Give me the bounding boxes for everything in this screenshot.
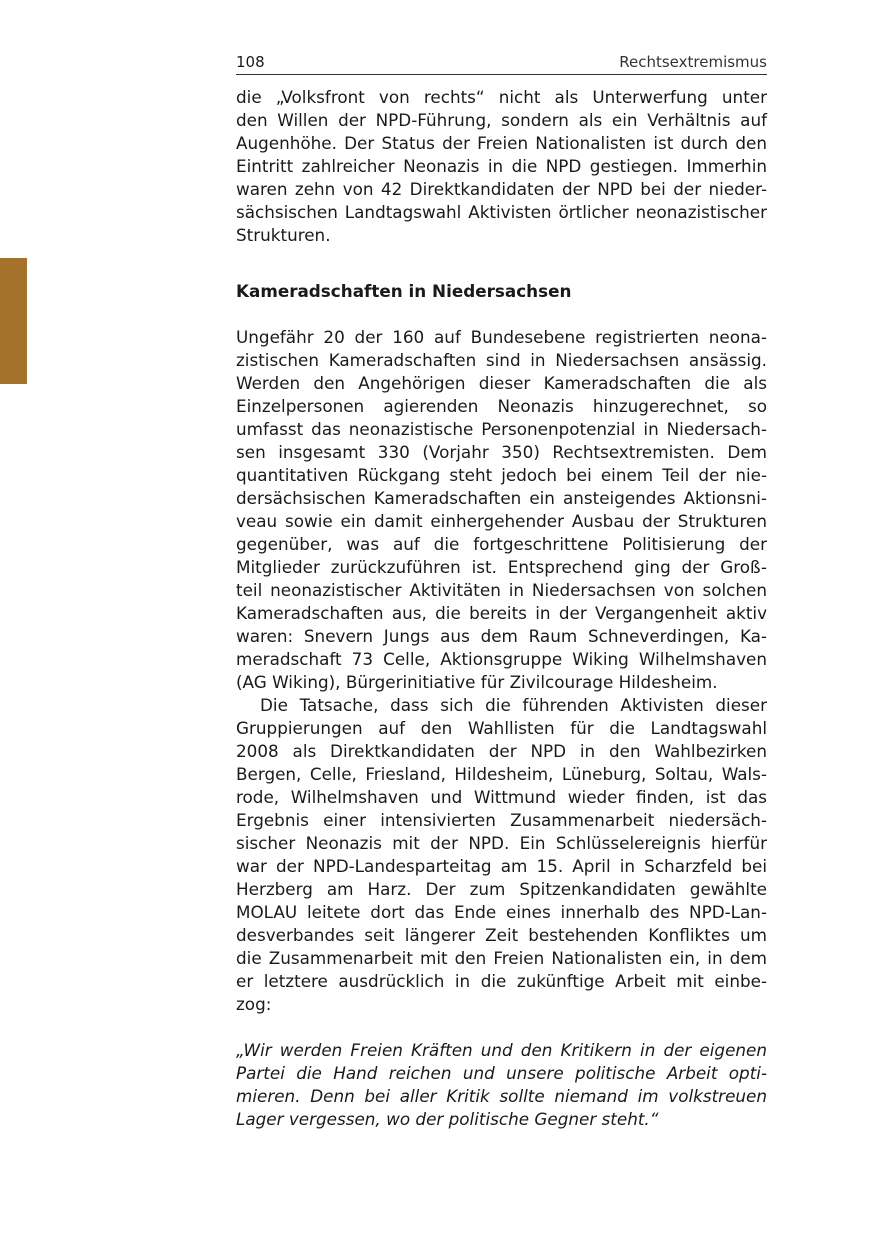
paragraph-3 bbox=[236, 694, 767, 1016]
text-line: rode, Wilhelmshaven und Wittmund wieder finden, ist das bbox=[236, 787, 767, 807]
text-line: Ergebnis einer intensivierten Zusammenarbeit niedersäch- bbox=[236, 810, 767, 830]
paragraph-1 bbox=[236, 86, 767, 247]
text-line: Gruppierungen auf den Wahllisten für die Landtagswahl bbox=[236, 718, 767, 738]
section-heading: Kameradschaften in Niedersachsen bbox=[236, 281, 572, 301]
text-line: Herzberg am Harz. Der zum Spitzenkandidaten gewählte bbox=[236, 879, 767, 899]
text-line: sen insgesamt 330 (Vorjahr 350) Rechtsextremisten. Dem bbox=[236, 442, 767, 462]
text-line: Werden den Angehörigen dieser Kameradschaften die als bbox=[236, 373, 767, 393]
text-line: teil neonazistischer Aktivitäten in Niedersachsen von solchen bbox=[236, 580, 767, 600]
page-body bbox=[236, 86, 767, 1131]
text-line: desverbandes seit längerer Zeit bestehenden Konfliktes um bbox=[236, 925, 767, 945]
text-line: den Willen der NPD-Führung, sondern als ein Verhältnis auf bbox=[236, 110, 767, 130]
text-line: 2008 als Direktkandidaten der NPD in den Wahlbezirken bbox=[236, 741, 767, 761]
running-title: Rechtsextremismus bbox=[619, 53, 767, 71]
text-line: waren: Snevern Jungs aus dem Raum Schneverdingen, Ka- bbox=[236, 626, 767, 646]
text-line: Einzelpersonen agierenden Neonazis hinzugerechnet, so bbox=[236, 396, 767, 416]
blank-line bbox=[236, 1016, 767, 1039]
blank-line bbox=[236, 247, 767, 270]
page-number: 108 bbox=[236, 53, 265, 71]
text-line: Die Tatsache, dass sich die führenden Aktivisten dieser bbox=[260, 695, 767, 715]
text-line: zog: bbox=[236, 994, 272, 1014]
quote-line: mieren. Denn bei aller Kritik sollte niemand im volkstreuen bbox=[236, 1086, 767, 1106]
blank-line bbox=[236, 303, 767, 326]
text-line: zistischen Kameradschaften sind in Niedersachsen ansässig. bbox=[236, 350, 767, 370]
text-line: gegenüber, was auf die fortgeschrittene Politisierung der bbox=[236, 534, 767, 554]
text-line: umfasst das neonazistische Personenpotenzial in Niedersach- bbox=[236, 419, 767, 439]
text-line: Strukturen. bbox=[236, 225, 331, 245]
text-line: meradschaft 73 Celle, Aktionsgruppe Wiking Wilhelmshaven bbox=[236, 649, 767, 669]
text-line: (AG Wiking), Bürgerinitiative für Zivilcourage Hildesheim. bbox=[236, 672, 718, 692]
quote-line: Partei die Hand reichen und unsere politische Arbeit opti- bbox=[236, 1063, 767, 1083]
quote-line: Lager vergessen, wo der politische Gegner steht.“ bbox=[236, 1109, 659, 1129]
block-quote bbox=[236, 1039, 767, 1131]
text-line: war der NPD-Landesparteitag am 15. April in Scharzfeld bei bbox=[236, 856, 767, 876]
quote-line: „Wir werden Freien Kräften und den Kritikern in der eigenen bbox=[236, 1040, 767, 1060]
text-line: veau sowie ein damit einhergehender Ausbau der Strukturen bbox=[236, 511, 767, 531]
text-line: Mitglieder zurückzuführen ist. Entsprechend ging der Groß- bbox=[236, 557, 767, 577]
text-line: Ungefähr 20 der 160 auf Bundesebene registrierten neona- bbox=[236, 327, 767, 347]
text-line: die „Volksfront von rechts“ nicht als Unterwerfung unter bbox=[236, 87, 767, 107]
text-line: sächsischen Landtagswahl Aktivisten örtlicher neonazistischer bbox=[236, 202, 767, 222]
text-line: waren zehn von 42 Direktkandidaten der NPD bei der nieder- bbox=[236, 179, 767, 199]
text-line: Bergen, Celle, Friesland, Hildesheim, Lüneburg, Soltau, Wals- bbox=[236, 764, 767, 784]
text-line: Augenhöhe. Der Status der Freien Nationalisten ist durch den bbox=[236, 133, 767, 153]
text-line: die Zusammenarbeit mit den Freien Nationalisten ein, in dem bbox=[236, 948, 767, 968]
text-line: Eintritt zahlreicher Neonazis in die NPD gestiegen. Immerhin bbox=[236, 156, 767, 176]
text-line: MOLAU leitete dort das Ende eines innerhalb des NPD-Lan- bbox=[236, 902, 767, 922]
text-line: sischer Neonazis mit der NPD. Ein Schlüsselereignis hierfür bbox=[236, 833, 767, 853]
page-header bbox=[236, 52, 767, 75]
text-line: dersächsischen Kameradschaften ein ansteigendes Aktionsni- bbox=[236, 488, 767, 508]
chapter-margin-tab bbox=[0, 258, 27, 384]
text-line: er letztere ausdrücklich in die zukünftige Arbeit mit einbe- bbox=[236, 971, 767, 991]
paragraph-2 bbox=[236, 326, 767, 694]
text-line: quantitativen Rückgang steht jedoch bei einem Teil der nie- bbox=[236, 465, 767, 485]
text-line: Kameradschaften aus, die bereits in der Vergangenheit aktiv bbox=[236, 603, 767, 623]
